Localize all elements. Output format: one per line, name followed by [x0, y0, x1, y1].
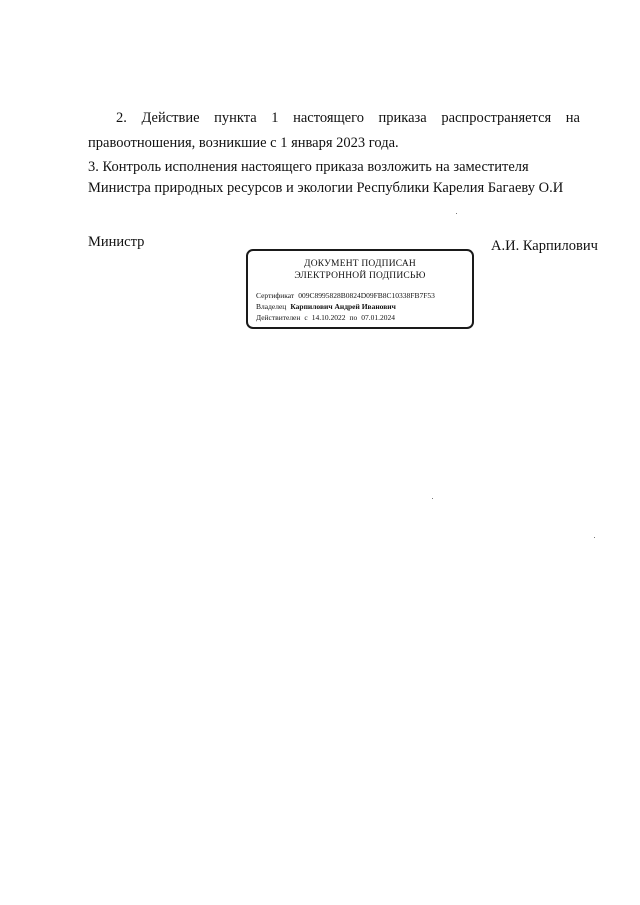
signer-position: Министр — [88, 234, 145, 250]
stamp-valid-label: Действителен — [256, 313, 301, 322]
paragraph-3-line-2: Министра природных ресурсов и экологии Республики Карелия Багаеву О.И — [88, 180, 564, 196]
paragraph-2-word: распространяется — [441, 110, 552, 126]
stamp-owner-row — [256, 302, 396, 311]
scan-speck — [594, 537, 595, 538]
paragraph-2-word: 1 — [271, 110, 279, 126]
signer-name: А.И. Карпилович — [491, 238, 598, 254]
stamp-valid-from-prefix: с — [304, 313, 308, 322]
stamp-valid-from: 14.10.2022 — [311, 313, 346, 322]
stamp-validity-row — [256, 313, 395, 322]
scan-speck — [432, 498, 433, 499]
paragraph-2-word: Действие — [141, 110, 200, 126]
paragraph-2-word: пункта — [214, 110, 257, 126]
stamp-owner-label: Владелец — [256, 302, 287, 311]
paragraph-3-line-1: 3. Контроль исполнения настоящего приказа возложить на заместителя — [88, 159, 529, 175]
paragraph-2-line-2: правоотношения, возникшие с 1 января 2023 года. — [88, 135, 399, 151]
stamp-owner-value: Карпилович Андрей Иванович — [290, 302, 396, 311]
paragraph-2-word: на — [565, 110, 580, 126]
stamp-certificate-row — [256, 291, 435, 300]
paragraph-2-line-1 — [88, 108, 580, 128]
stamp-title-line-1: ДОКУМЕНТ ПОДПИСАН — [304, 259, 416, 269]
scan-speck — [456, 213, 457, 214]
electronic-signature-stamp — [246, 249, 474, 329]
stamp-certificate-value: 009C8995828B0824D09FB8C10338FB7F53 — [298, 291, 435, 300]
stamp-valid-to-prefix: по — [349, 313, 358, 322]
stamp-title-line-2: ЭЛЕКТРОННОЙ ПОДПИСЬЮ — [294, 271, 426, 281]
stamp-certificate-label: Сертификат — [256, 291, 295, 300]
stamp-valid-to: 07.01.2024 — [361, 313, 396, 322]
paragraph-2-number: 2. — [116, 110, 127, 126]
paragraph-2-word: приказа — [378, 110, 427, 126]
paragraph-2-word: настоящего — [293, 110, 364, 126]
